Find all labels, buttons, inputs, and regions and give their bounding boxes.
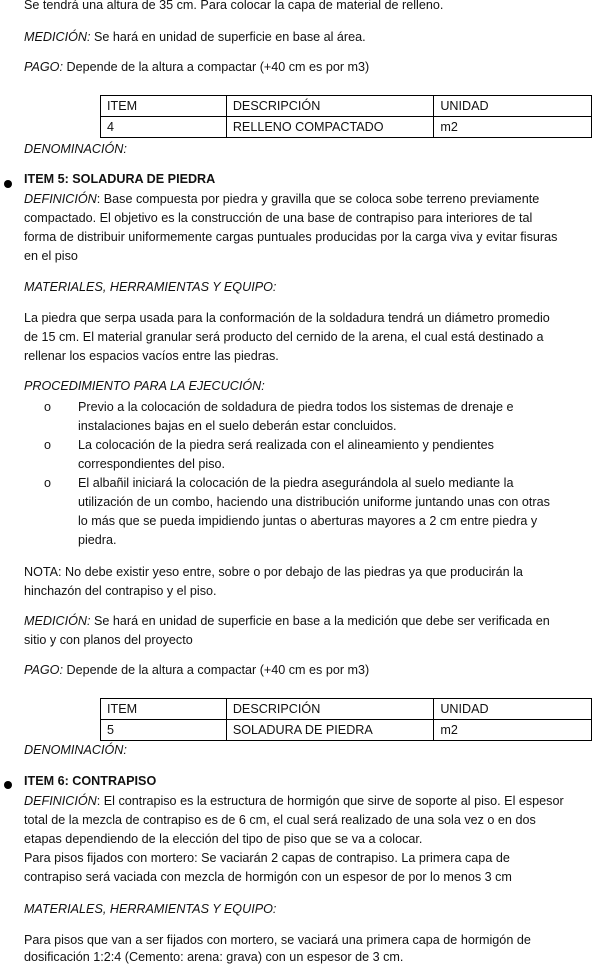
text: Depende de la altura a compactar (+40 cm es por m3) — [62, 60, 370, 74]
medicion-paragraph — [24, 612, 586, 631]
materiales-label: MATERIALES, HERRAMIENTAS Y EQUIPO: — [24, 902, 277, 916]
table-cell: RELLENO COMPACTADO — [226, 117, 434, 138]
text-line: Previo a la colocación de soldadura de piedra todos los sistemas de drenaje e — [78, 400, 514, 414]
item-5-heading: ITEM 5: SOLADURA DE PIEDRA — [24, 172, 216, 186]
text-line: lo más que se pueda impidiendo juntas o aberturas mayores a 2 cm entre piedra y — [78, 514, 538, 528]
text-line: instalaciones bajas en el suelo deberán estar concluidos. — [78, 419, 397, 433]
pago-paragraph — [24, 661, 586, 680]
table-cell: 4 — [101, 117, 227, 138]
definicion-label: DEFINICIÓN — [24, 794, 97, 808]
text-line: piedra. — [78, 533, 117, 547]
table-header-cell: DESCRIPCIÓN — [226, 96, 434, 117]
nota-line: NOTA: No debe existir yeso entre, sobre o por debajo de las piedras ya que producirán la — [24, 565, 523, 579]
denominacion-label: DENOMINACIÓN: — [24, 743, 127, 757]
table-row — [101, 720, 592, 741]
text-line: forma de distribuir uniformemente cargas puntuales producidas por la carga viva y evitar fisuras — [24, 230, 558, 244]
procedimiento-label: PROCEDIMIENTO PARA LA EJECUCIÓN: — [24, 379, 265, 393]
text-line: utilización de un combo, haciendo una distribución uniforme juntando unas con otras — [78, 495, 550, 509]
nota-line: hinchazón del contrapiso y el piso. — [24, 584, 217, 598]
text-line: correspondientes del piso. — [78, 457, 226, 471]
item-6-definition — [24, 792, 586, 811]
list-marker: o — [44, 438, 52, 452]
pago-paragraph — [24, 58, 586, 77]
item-table-4 — [100, 95, 592, 138]
table-header-cell: ITEM — [101, 699, 227, 720]
text-line: La colocación de la piedra será realizada con el alineamiento y pendientes — [78, 438, 494, 452]
text: : Base compuesta por piedra y gravilla que se coloca sobe terreno previamente — [96, 192, 540, 206]
table-row — [101, 117, 592, 138]
text-line: compactado. El objetivo es la construcción de una base de contrapiso para interiores de tal — [24, 211, 533, 225]
table-header-cell: UNIDAD — [434, 96, 592, 117]
text-line: La piedra que serpa usada para la conformación de la soldadura tendrá un diámetro promedio — [24, 311, 550, 325]
text-line: Para pisos que van a ser fijados con mortero, se vaciará una primera capa de hormigón de — [24, 933, 531, 947]
item-5-definition — [24, 190, 586, 209]
pago-label: PAGO: — [24, 663, 63, 677]
text-line: en el piso — [24, 249, 78, 263]
table-header-row — [101, 96, 592, 117]
medicion-label: MEDICIÓN: — [24, 614, 91, 628]
text: Se hará en unidad de superficie en base al área. — [90, 30, 366, 44]
text-line: total de la mezcla de contrapiso es de 6 cm, el cual será realizado de una sola vez o en dos — [24, 813, 536, 827]
bullet-icon — [4, 180, 12, 188]
text-line: rellenar los espacios vacíos entre las piedras. — [24, 349, 279, 363]
list-marker: o — [44, 476, 52, 490]
definicion-label: DEFINICIÓN — [24, 192, 97, 206]
denominacion-label: DENOMINACIÓN: — [24, 142, 127, 156]
bullet-icon — [4, 781, 12, 789]
table-cell: m2 — [434, 117, 592, 138]
medicion-label: MEDICIÓN: — [24, 30, 91, 44]
table-cell: SOLADURA DE PIEDRA — [226, 720, 434, 741]
text: Se tendrá una altura de 35 cm. Para colocar la capa de material de relleno. — [24, 0, 444, 12]
item-6-heading: ITEM 6: CONTRAPISO — [24, 774, 157, 788]
text: Se hará en unidad de superficie en base a la medición que debe ser verificada en — [90, 614, 550, 628]
text-line: sitio y con planos del proyecto — [24, 633, 193, 647]
table-header-cell: ITEM — [101, 96, 227, 117]
text-line: Para pisos fijados con mortero: Se vaciarán 2 capas de contrapiso. La primera capa de — [24, 851, 510, 865]
text: : El contrapiso es la estructura de hormigón que sirve de soporte al piso. El espesor — [96, 794, 564, 808]
list-marker: o — [44, 400, 52, 414]
item-table-5 — [100, 698, 592, 741]
paragraph-height — [24, 0, 586, 15]
table-header-cell: UNIDAD — [434, 699, 592, 720]
medicion-paragraph — [24, 28, 586, 47]
text-line: El albañil iniciará la colocación de la piedra asegurándola al suelo mediante la — [78, 476, 514, 490]
materiales-label: MATERIALES, HERRAMIENTAS Y EQUIPO: — [24, 280, 277, 294]
table-header-row — [101, 699, 592, 720]
text-line: etapas dependiendo de la elección del tipo de piso que se va a colocar. — [24, 832, 423, 846]
table-cell: m2 — [434, 720, 592, 741]
table-header-cell: DESCRIPCIÓN — [226, 699, 434, 720]
text-line: de 15 cm. El material granular será producto del cernido de la arena, el cual está destinado a — [24, 330, 544, 344]
table-cell: 5 — [101, 720, 227, 741]
text-line: contrapiso será vaciada con mezcla de hormigón con un espesor de por lo menos 3 cm — [24, 870, 512, 884]
text: Depende de la altura a compactar (+40 cm es por m3) — [62, 663, 370, 677]
pago-label: PAGO: — [24, 60, 63, 74]
text-line: dosificación 1:2:4 (Cemento: arena: grava) con un espesor de 3 cm. — [24, 950, 404, 964]
